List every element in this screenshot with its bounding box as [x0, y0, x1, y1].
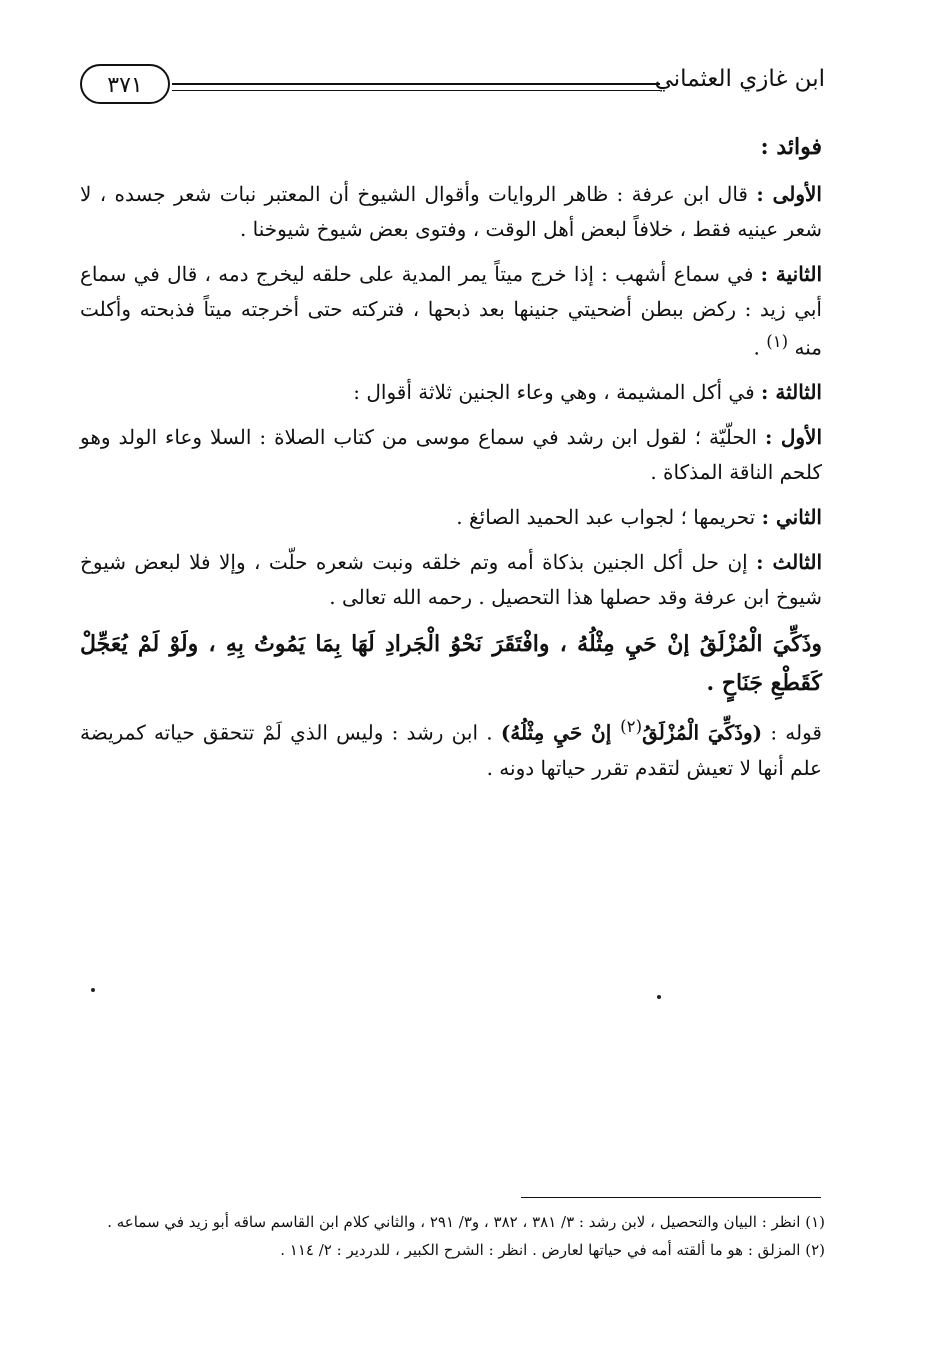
fawaid-heading: فوائد :: [760, 134, 822, 160]
paragraph-text: . ابن رشد : وليس الذي لَمْ تتحقق حياته كمريضة علم أنها لا تعيش لتقدم تقرر حياتها دونه .: [80, 720, 822, 780]
paragraph-opinion-two: [80, 500, 822, 535]
paragraph-text: في أكل المشيمة ، وهي وعاء الجنين ثلاثة أقوال :: [353, 380, 755, 405]
paragraph-text: في سماع أشهب : إذا خرج ميتاً يمر المدية على حلقه ليخرج دمه ، قال في سماع أبي زيد : ركض ببطن أضحيتي جنينها بعد ذبحها ، فتركته حتى أخرجته ميتاً فذبحته وأكلت منه: [80, 261, 822, 360]
page-number: ٣٧١: [80, 64, 170, 104]
paragraph-lead: الثانية :: [760, 261, 822, 286]
paragraph-third-benefit: [80, 375, 822, 410]
footnotes: [80, 1210, 825, 1265]
paragraph-text: تحريمها ؛ لجواب عبد الحميد الصائغ .: [456, 505, 756, 530]
running-title: ابن غازي العثماني: [654, 66, 825, 92]
stray-mark: [91, 988, 95, 992]
paragraph-first-benefit: [80, 177, 822, 247]
stray-mark: [657, 995, 661, 999]
paragraph-lead: الثاني :: [761, 505, 822, 530]
paragraph-text: قال ابن عرفة : ظاهر الروايات وأقوال الشيوخ أن المعتبر نبات شعر جسده ، لا شعر عينيه فقط ، خلافاً لبعض أهل الوقت ، وفتوى بعض شيوخ شيوخنا .: [80, 181, 822, 241]
footnote-2: (٢) المزلق : هو ما ألقته أمه في حياتها لعارض . انظر : الشرح الكبير ، للدردير : ٢/ ١١٤ .: [280, 1240, 825, 1259]
paragraph-opinion-three: [80, 545, 822, 615]
main-text: [80, 128, 822, 796]
paragraph-text: الحلّيّة ؛ لقول ابن رشد في سماع موسى من كتاب الصلاة : السلا وعاء الولد وهو كلحم الناقة المذكاة .: [80, 425, 822, 485]
paragraph-end: .: [753, 335, 767, 360]
paragraph-commentary: [80, 712, 822, 786]
footnote-ref: (٢): [620, 717, 643, 737]
paragraph-opinion-one: [80, 420, 822, 490]
page-header: [80, 58, 825, 116]
header-divider: [172, 83, 660, 91]
footnote-ref: (١): [766, 331, 789, 351]
matn-quote: (وذَكِّيَ الْمُزْلَقُ: [642, 720, 763, 745]
footnote-divider: [521, 1197, 821, 1198]
commentary-start: قوله :: [762, 720, 822, 745]
matn-quote-end: إنْ حَيِ مِثْلُهُ): [500, 720, 621, 745]
paragraph-lead: الأول :: [764, 425, 823, 450]
footnote-1: (١) انظر : البيان والتحصيل ، لابن رشد : ٣/ ٣٨١ ، ٣٨٢ ، و٣/ ٢٩١ ، والثاني كلام ابن القاسم ساقه أبو زيد في سماعه .: [107, 1213, 825, 1231]
paragraph-lead: الثالث :: [756, 550, 823, 575]
paragraph-lead: الأولى :: [756, 181, 822, 206]
paragraph-second-benefit: [80, 257, 822, 366]
matn-verse: وذَكِّيَ الْمُزْلَقُ إنْ حَيِ مِثْلُهُ ، وافْتَقَرَ نَحْوُ الْجَرادِ لَهَا بِمَا يَمُوتُ بِهِ ، ولَوْ لَمْ يُعَجِّلْ كَقَطْعِ جَنَاحٍ .: [80, 631, 822, 696]
paragraph-text: إن حل أكل الجنين بذكاة أمه وتم خلقه ونبت شعره حلّت ، وإلا فلا لبعض شيوخ شيوخ ابن عرفة وقد حصلها هذا التحصيل . رحمه الله تعالى .: [80, 550, 822, 610]
paragraph-lead: الثالثة :: [761, 380, 822, 405]
